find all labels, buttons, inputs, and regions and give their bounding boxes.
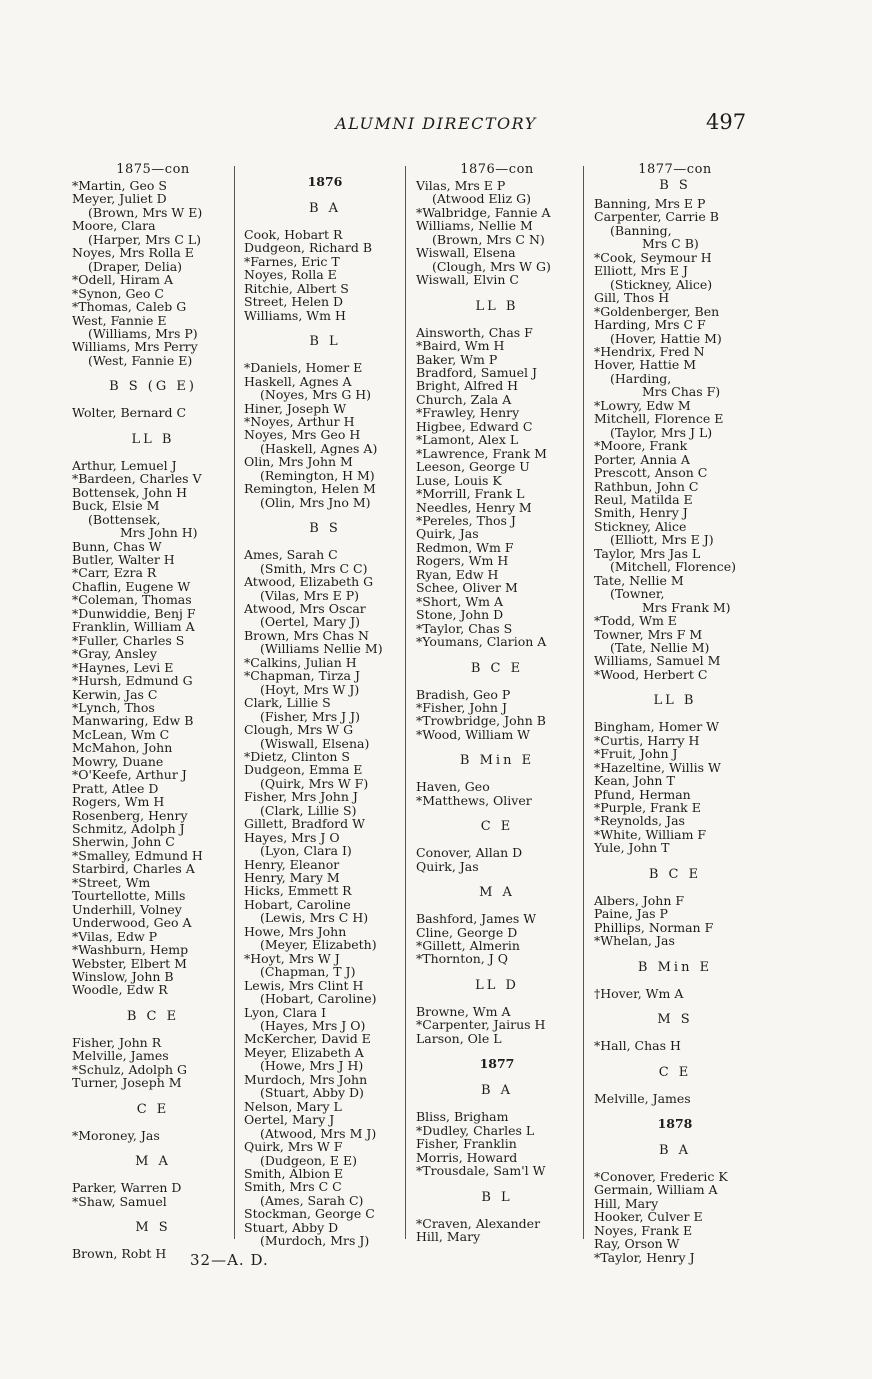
directory-entry: Fisher, John R (72, 1034, 162, 1050)
directory-entry: Mowry, Duane (72, 753, 164, 769)
directory-entry: Noyes, Rolla E (244, 267, 337, 283)
directory-entry: Albers, John F (594, 892, 685, 908)
directory-entry: Needles, Henry M (416, 499, 532, 515)
directory-entry: Harding, Mrs C F (594, 317, 706, 333)
running-title: ALUMNI DIRECTORY (335, 114, 537, 133)
directory-entry: Ames, Sarah C (244, 547, 338, 563)
directory-entry: Underwood, Geo A (72, 915, 192, 931)
degree-heading: B L (481, 1189, 513, 1205)
directory-entry: Prescott, Anson C (594, 465, 708, 481)
directory-entry: Gillett, Bradford W (244, 816, 365, 832)
directory-entry: *Morrill, Frank L (416, 486, 525, 502)
directory-entry: Noyes, Mrs Rolla E (72, 245, 194, 261)
degree-heading: LL B (131, 431, 175, 447)
directory-entry: Meyer, Elizabeth A (244, 1044, 364, 1060)
directory-entry: Haskell, Agnes A (244, 373, 352, 389)
directory-entry: Atwood, Elizabeth G (244, 574, 374, 590)
entry-note: (Haskell, Agnes A) (260, 440, 378, 456)
entry-note: (Howe, Mrs J H) (260, 1058, 364, 1074)
directory-entry: Dudgeon, Emma E (244, 762, 363, 778)
directory-entry: *Hendrix, Fred N (594, 343, 705, 359)
directory-entry: Howe, Mrs John (244, 923, 347, 939)
directory-entry: Underhill, Volney (72, 901, 182, 917)
directory-entry: *Dietz, Clinton S (244, 748, 350, 764)
degree-heading: LL B (475, 298, 519, 314)
directory-entry: Ray, Orson W (594, 1236, 680, 1252)
directory-entry: *Noyes, Arthur H (244, 413, 355, 429)
directory-entry: Buck, Elsie M (72, 498, 160, 514)
directory-entry: Luse, Louis K (416, 472, 502, 488)
directory-entry: Stickney, Alice (594, 518, 687, 534)
directory-entry: Remington, Helen M (244, 481, 376, 497)
directory-entry: Bingham, Homer W (594, 719, 720, 735)
directory-entry: Oertel, Mary J (244, 1112, 335, 1128)
directory-entry: Bliss, Brigham (416, 1109, 509, 1125)
directory-entry: *Curtis, Harry H (594, 732, 700, 748)
directory-entry: Porter, Annia A (594, 451, 690, 467)
directory-entry: *Chapman, Tirza J (244, 668, 360, 684)
directory-entry: *Thomas, Caleb G (72, 299, 187, 315)
directory-entry: Noyes, Mrs Geo H (244, 427, 361, 443)
directory-entry: Bunn, Chas W (72, 538, 162, 554)
directory-entry: *Frawley, Henry (416, 405, 520, 421)
directory-entry: Quirk, Jas (416, 526, 479, 542)
entry-note: (Draper, Delia) (88, 258, 183, 274)
degree-heading: B L (309, 334, 341, 350)
directory-entry: *Gray, Ansley (72, 646, 157, 662)
directory-entry: Wiswall, Elvin C (416, 272, 519, 288)
directory-entry: McKercher, David E (244, 1031, 371, 1047)
directory-entry: Taylor, Mrs Jas L (594, 545, 701, 561)
directory-entry: Chaflin, Eugene W (72, 578, 191, 594)
entry-note: (Bottensek, (88, 511, 161, 527)
entry-note: (Chapman, T J) (260, 964, 356, 980)
directory-entry: Stockman, George C (244, 1206, 375, 1222)
entry-note: (Harding, (610, 370, 672, 386)
directory-entry: Leeson, George U (416, 459, 530, 475)
directory-entry: Conover, Allan D (416, 845, 523, 861)
directory-entry: *Wood, Herbert C (594, 666, 708, 682)
directory-entry: Larson, Ole L (416, 1030, 502, 1046)
directory-entry: Mitchell, Florence E (594, 411, 724, 427)
year-heading: 1876 (307, 174, 343, 189)
entry-note: Mrs John H) (120, 525, 198, 541)
directory-entry: Ainsworth, Chas F (416, 324, 533, 340)
column-divider (583, 166, 584, 1239)
directory-entry: *Hoyt, Mrs W J (244, 950, 340, 966)
entry-note: (Hover, Hattie M) (610, 330, 722, 346)
directory-entry: *Taylor, Chas S (416, 620, 513, 636)
directory-entry: Cook, Hobart R (244, 227, 343, 242)
directory-entry: *Hazeltine, Willis W (594, 759, 721, 775)
directory-entry: Smith, Mrs C C (244, 1179, 342, 1195)
directory-entry: *Matthews, Oliver (416, 792, 532, 808)
directory-entry: Quirk, Mrs W F (244, 1139, 343, 1155)
degree-heading: B C E (648, 866, 702, 882)
directory-entry: Bottensek, John H (72, 484, 188, 500)
directory-entry: Webster, Elbert M (72, 955, 187, 971)
year-heading: 1877 (479, 1056, 515, 1072)
directory-entry: *Trowbridge, John B (416, 713, 546, 729)
directory-entry: Towner, Mrs F M (594, 626, 703, 642)
degree-heading: C E (658, 1064, 692, 1080)
directory-entry: Winslow, John B (72, 969, 174, 985)
entry-note: (Meyer, Elizabeth) (260, 937, 377, 953)
directory-entry: *Hall, Chas H (594, 1038, 681, 1054)
entry-note: (Murdoch, Mrs J) (260, 1233, 370, 1249)
entry-note: (Lyon, Clara I) (260, 843, 352, 859)
degree-heading: B A (480, 1083, 514, 1099)
entry-note: (West, Fannie E) (88, 352, 193, 368)
degree-heading: LL D (475, 977, 519, 993)
directory-entry: Fisher, Franklin (416, 1136, 517, 1152)
directory-entry: *Todd, Wm E (594, 613, 677, 629)
directory-entry: Hayes, Mrs J O (244, 829, 340, 845)
directory-entry: *Wood, William W (416, 726, 530, 742)
directory-entry: Melville, James (72, 1048, 169, 1064)
entry-note: (Oertel, Mary J) (260, 614, 361, 630)
entry-note: (Olin, Mrs Jno M) (260, 494, 371, 510)
directory-entry: Butler, Walter H (72, 551, 175, 567)
entry-note: (Clark, Lillie S) (260, 802, 357, 818)
directory-entry: *Martin, Geo S (72, 178, 167, 193)
directory-column-2 (244, 163, 406, 1248)
directory-entry: Street, Helen D (244, 294, 344, 310)
directory-entry: *Taylor, Henry J (594, 1249, 695, 1265)
directory-entry: *Short, Wm A (416, 593, 504, 609)
entry-note: (Williams, Mrs P) (88, 325, 198, 341)
directory-entry: Olin, Mrs John M (244, 454, 353, 470)
entry-note: (Brown, Mrs C N) (432, 231, 545, 247)
directory-entry: *O'Keefe, Arthur J (72, 767, 187, 783)
directory-entry: Rathbun, John C (594, 478, 699, 494)
directory-entry: Hill, Mary (594, 1195, 659, 1211)
directory-entry: Moore, Clara (72, 218, 156, 234)
degree-heading: B S (309, 521, 341, 537)
directory-entry: Starbird, Charles A (72, 861, 195, 877)
directory-entry: Elliott, Mrs E J (594, 263, 688, 279)
directory-entry: Fisher, Mrs John J (244, 789, 358, 805)
directory-entry: Melville, James (594, 1090, 691, 1106)
degree-heading: B A (308, 201, 342, 216)
directory-entry: *Lawrence, Frank M (416, 445, 547, 461)
entry-note: (Atwood Eliz G) (432, 191, 531, 207)
directory-entry: Franklin, William A (72, 619, 195, 635)
entry-note: (Tate, Nellie M) (610, 639, 710, 655)
directory-entry: Haven, Geo (416, 779, 490, 795)
directory-entry: Nelson, Mary L (244, 1098, 342, 1114)
directory-entry: Smith, Albion E (244, 1166, 344, 1181)
degree-heading: B C E (126, 1008, 180, 1024)
directory-entry: *Goldenberger, Ben (594, 303, 720, 319)
directory-column-1 (72, 163, 234, 1261)
degree-heading: M S (657, 1012, 693, 1028)
directory-entry: *Walbridge, Fannie A (416, 204, 551, 220)
page-number: 497 (706, 110, 747, 134)
directory-entry: *Youmans, Clarion A (416, 634, 547, 650)
directory-entry: *Shaw, Samuel (72, 1193, 167, 1209)
directory-entry: *Lowry, Edw M (594, 397, 691, 413)
directory-entry: Hiner, Joseph W (244, 400, 347, 416)
signature-mark: 32—A. D. (190, 1251, 269, 1269)
directory-entry: Bashford, James W (416, 911, 537, 927)
directory-entry: *Lynch, Thos (72, 699, 155, 715)
directory-entry: *Cook, Seymour H (594, 249, 712, 265)
degree-heading: B Min E (459, 753, 535, 769)
directory-entry: Higbee, Edward C (416, 418, 533, 434)
directory-entry: *Coleman, Thomas (72, 592, 192, 608)
entry-note: (Vilas, Mrs E P) (260, 587, 360, 603)
directory-entry: Phillips, Norman F (594, 919, 714, 935)
directory-entry: Kean, John T (594, 773, 675, 789)
directory-entry: *Schulz, Adolph G (72, 1061, 188, 1077)
entry-note: (Dudgeon, E E) (260, 1152, 357, 1168)
directory-entry: Kerwin, Jas C (72, 686, 158, 702)
directory-entry: *Craven, Alexander (416, 1215, 541, 1231)
directory-entry: Henry, Mary M (244, 870, 340, 886)
directory-entry: Parker, Warren D (72, 1180, 182, 1196)
directory-entry: Tourtellotte, Mills (72, 888, 186, 904)
entry-note: (Williams Nellie M) (260, 641, 383, 657)
degree-heading: C E (136, 1101, 170, 1117)
entry-note: (Towner, (610, 586, 665, 602)
entry-note: (Fisher, Mrs J J) (260, 708, 360, 724)
directory-entry: *Fuller, Charles S (72, 632, 185, 648)
directory-entry: Lyon, Clara I (244, 1004, 327, 1020)
directory-entry: *Whelan, Jas (594, 933, 675, 949)
directory-entry: Rogers, Wm H (416, 553, 509, 569)
directory-entry: Germain, William A (594, 1182, 718, 1198)
entry-note: (Elliott, Mrs E J) (610, 532, 714, 548)
directory-entry: *Calkins, Julian H (244, 654, 357, 670)
directory-entry: *Smalley, Edmund H (72, 847, 203, 863)
entry-note: (Smith, Mrs C C) (260, 560, 368, 576)
directory-entry: Hicks, Emmett R (244, 883, 352, 899)
degree-heading: C E (480, 819, 514, 835)
directory-entry: Lewis, Mrs Clint H (244, 977, 364, 993)
degree-heading: M A (135, 1154, 171, 1170)
directory-entry: Hill, Mary (416, 1229, 481, 1245)
directory-entry: *Reynolds, Jas (594, 813, 685, 829)
directory-entry: *Bardeen, Charles V (72, 471, 202, 487)
entry-note: (Clough, Mrs W G) (432, 258, 551, 274)
directory-entry: Baker, Wm P (416, 351, 498, 367)
entry-note: (Harper, Mrs C L) (88, 231, 202, 247)
directory-entry: Smith, Henry J (594, 505, 688, 521)
directory-entry: *Vilas, Edw P (72, 928, 158, 944)
directory-entry: Murdoch, Mrs John (244, 1071, 368, 1087)
degree-heading: B A (658, 1143, 692, 1159)
directory-entry: Schmitz, Adolph J (72, 821, 185, 837)
entry-note: Mrs C B) (642, 236, 699, 252)
degree-heading: B C E (470, 660, 524, 676)
entry-note: Mrs Chas F) (642, 384, 721, 400)
entry-note: (Noyes, Mrs G H) (260, 387, 372, 403)
directory-entry: Manwaring, Edw B (72, 713, 194, 729)
directory-entry: *Purple, Frank E (594, 800, 701, 816)
directory-entry: Yule, John T (594, 840, 670, 856)
entry-note: (Banning, (610, 222, 672, 238)
column-divider (234, 166, 235, 1239)
directory-entry: Rosenberg, Henry (72, 807, 188, 823)
directory-entry: *Carr, Ezra R (72, 565, 157, 581)
directory-entry: Brown, Mrs Chas N (244, 627, 369, 643)
entry-note: (Hoyt, Mrs W J) (260, 681, 360, 697)
directory-entry: Turner, Joseph M (72, 1075, 182, 1091)
entry-note: (Quirk, Mrs W F) (260, 775, 369, 791)
directory-entry: Williams, Samuel M (594, 653, 721, 669)
directory-entry: Bradish, Geo P (416, 686, 511, 702)
directory-entry: Stone, John D (416, 607, 504, 623)
entry-note: (Hayes, Mrs J O) (260, 1018, 366, 1034)
directory-entry: Schee, Oliver M (416, 580, 518, 596)
directory-entry: Stuart, Abby D (244, 1219, 339, 1235)
directory-entry: Williams, Wm H (244, 307, 346, 323)
directory-entry: Bradford, Samuel J (416, 364, 537, 380)
directory-entry: *Fisher, John J (416, 699, 507, 715)
directory-entry: Quirk, Jas (416, 858, 479, 874)
directory-entry: *Dudley, Charles L (416, 1122, 535, 1138)
directory-entry: Banning, Mrs E P (594, 196, 706, 211)
directory-entry: Brown, Robt H (72, 1246, 167, 1262)
directory-entry: Woodle, Edw R (72, 982, 168, 998)
directory-entry: *Trousdale, Sam'l W (416, 1163, 546, 1179)
directory-entry: *Dunwiddie, Benj F (72, 605, 196, 621)
directory-entry: *Moroney, Jas (72, 1127, 160, 1143)
degree-heading: M A (479, 885, 515, 901)
directory-entry: *Washburn, Hemp (72, 942, 189, 958)
directory-entry: *Moore, Frank (594, 438, 688, 454)
entry-note: (Mitchell, Florence) (610, 559, 736, 575)
directory-entry: Ritchie, Albert S (244, 280, 349, 296)
directory-entry: *Synon, Geo C (72, 285, 164, 301)
degree-heading: LL B (653, 693, 697, 709)
directory-entry: Atwood, Mrs Oscar (244, 600, 366, 616)
directory-entry: *Gillett, Almerin (416, 938, 520, 954)
degree-heading: B S (G E) (109, 379, 197, 395)
year-continued-heading: 1876—con (460, 162, 534, 177)
directory-entry: Clark, Lillie S (244, 695, 331, 711)
directory-entry: Gill, Thos H (594, 290, 670, 306)
directory-entry: Williams, Nellie M (416, 218, 533, 234)
directory-entry: Wolter, Bernard C (72, 405, 187, 421)
directory-entry: Meyer, Juliet D (72, 191, 167, 207)
directory-entry: Hooker, Culver E (594, 1209, 703, 1225)
directory-entry: Clough, Mrs W G (244, 722, 354, 738)
directory-entry: Redmon, Wm F (416, 539, 514, 555)
page-header (0, 110, 872, 138)
directory-entry: Paine, Jas P (594, 906, 668, 922)
directory-entry: Carpenter, Carrie B (594, 209, 719, 225)
directory-entry: *Thornton, J Q (416, 951, 508, 967)
directory-entry: *Carpenter, Jairus H (416, 1017, 546, 1033)
directory-entry: *Haynes, Levi E (72, 659, 174, 675)
entry-note: Mrs Frank M) (642, 599, 731, 615)
entry-note: (Wiswall, Elsena) (260, 735, 370, 751)
directory-entry: *White, William F (594, 826, 707, 842)
directory-entry: Bright, Alfred H (416, 378, 519, 394)
directory-entry: *Pereles, Thos J (416, 512, 516, 528)
directory-entry: Vilas, Mrs E P (416, 178, 506, 193)
directory-entry: Tate, Nellie M (594, 572, 684, 588)
entry-note: (Atwood, Mrs M J) (260, 1125, 377, 1141)
directory-entry: *Odell, Hiram A (72, 272, 174, 288)
directory-entry: Hobart, Caroline (244, 896, 351, 912)
entry-note: (Lewis, Mrs C H) (260, 910, 369, 926)
year-heading: 1878 (657, 1116, 693, 1132)
directory-entry: *Lamont, Alex L (416, 432, 519, 448)
directory-entry: *Farnes, Eric T (244, 253, 340, 269)
directory-entry: Pratt, Atlee D (72, 780, 159, 796)
directory-entry: Sherwin, John C (72, 834, 175, 850)
directory-entry: Cline, George D (416, 924, 518, 940)
directory-entry: McMahon, John (72, 740, 173, 756)
year-continued-heading: 1877—con (638, 162, 712, 177)
directory-entry: *Street, Wm (72, 874, 151, 890)
entry-note: (Stickney, Alice) (610, 276, 713, 292)
directory-entry: *Fruit, John J (594, 746, 678, 762)
entry-note: (Stuart, Abby D) (260, 1085, 364, 1101)
directory-entry: Reul, Matilda E (594, 491, 693, 507)
directory-entry: Dudgeon, Richard B (244, 240, 373, 256)
directory-entry: Ryan, Edw H (416, 566, 499, 582)
directory-column-3 (416, 163, 578, 1243)
directory-entry: Pfund, Herman (594, 786, 691, 802)
degree-heading: B Min E (637, 959, 713, 975)
directory-entry: Morris, Howard (416, 1149, 518, 1165)
directory-entry: †Hover, Wm A (594, 985, 684, 1001)
directory-entry: Arthur, Lemuel J (72, 457, 177, 473)
directory-entry: Rogers, Wm H (72, 794, 165, 810)
directory-entry: McLean, Wm C (72, 726, 170, 742)
directory-entry: *Conover, Frederic K (594, 1169, 728, 1185)
degree-heading: B S (659, 178, 691, 193)
entry-note: (Brown, Mrs W E) (88, 204, 203, 220)
entry-note: (Remington, H M) (260, 467, 375, 483)
directory-entry: Noyes, Frank E (594, 1222, 693, 1238)
directory-entry: Henry, Eleanor (244, 856, 340, 872)
directory-entry: Hover, Hattie M (594, 357, 697, 373)
directory-entry: *Daniels, Homer E (244, 360, 363, 376)
directory-entry: West, Fannie E (72, 312, 167, 328)
degree-heading: M S (135, 1220, 171, 1236)
entry-note: (Hobart, Caroline) (260, 991, 377, 1007)
entry-note: (Taylor, Mrs J L) (610, 424, 713, 440)
directory-column-4 (594, 163, 756, 1264)
directory-entry: Browne, Wm A (416, 1003, 511, 1019)
entry-note: (Ames, Sarah C) (260, 1192, 364, 1208)
directory-entry: Church, Zala A (416, 391, 512, 407)
directory-entry: *Baird, Wm H (416, 338, 505, 354)
year-continued-heading: 1875—con (116, 162, 190, 177)
directory-entry: Williams, Mrs Perry (72, 339, 198, 355)
directory-entry: Wiswall, Elsena (416, 245, 516, 261)
directory-entry: *Hursh, Edmund G (72, 673, 193, 689)
